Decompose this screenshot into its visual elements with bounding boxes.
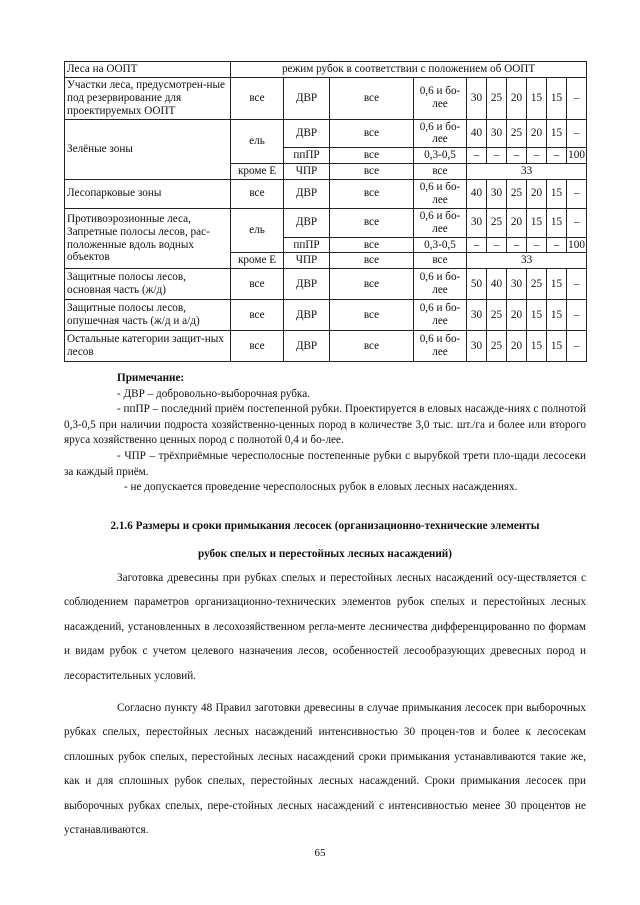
- value-cell: 40: [467, 119, 487, 148]
- table-row: [65, 119, 587, 148]
- species-cell: все: [231, 269, 284, 300]
- value-cell: –: [567, 269, 587, 300]
- value-cell: 30: [467, 300, 487, 331]
- table-row: [65, 77, 587, 119]
- table-row: [65, 62, 587, 78]
- value-cell: 15: [527, 331, 547, 362]
- value-cell: 15: [527, 300, 547, 331]
- cutting-type-cell: ДВР: [284, 180, 330, 209]
- species-cell: все: [231, 77, 284, 119]
- density-cell: все: [414, 164, 467, 180]
- page-number: 65: [314, 847, 326, 859]
- cutting-type-cell: ЧПР: [284, 253, 330, 269]
- density-cell: 0,6 и бо-лее: [414, 300, 467, 331]
- density-cell: 0,3-0,5: [414, 237, 467, 253]
- value-cell: –: [507, 148, 527, 164]
- note-item-pppr: - ппПР – последний приём постепенной рубки. Проектируется в еловых насажде-ниях с полнотой 0,3-0,5 при наличии подроста хозяйственно-ценных пород в количестве 3,0 тыс. шт./га и более или второго яруса хозяйственно ценных пород с полнотой 0,4 и бо-лее.: [64, 403, 586, 447]
- value-cell: 20: [507, 208, 527, 237]
- value-cell: 50: [467, 269, 487, 300]
- forest-category-cell: Зелёные зоны: [65, 119, 231, 180]
- value-cell: –: [507, 237, 527, 253]
- species-cell: кроме Е: [231, 253, 284, 269]
- value-cell: 30: [467, 208, 487, 237]
- value-cell: 30: [487, 180, 507, 209]
- value-cell: –: [487, 148, 507, 164]
- age-cell: все: [330, 237, 414, 253]
- table-row: [65, 180, 587, 209]
- cutting-type-cell: ДВР: [284, 119, 330, 148]
- species-cell: все: [231, 180, 284, 209]
- density-cell: 0,6 и бо-лее: [414, 77, 467, 119]
- value-merged-cell: 33: [467, 253, 587, 269]
- value-cell: –: [567, 300, 587, 331]
- value-cell: 20: [507, 77, 527, 119]
- value-cell: –: [487, 237, 507, 253]
- value-cell: 20: [527, 180, 547, 209]
- value-cell: 25: [487, 208, 507, 237]
- value-cell: 25: [487, 331, 507, 362]
- species-cell: кроме Е: [231, 164, 284, 180]
- age-cell: все: [330, 148, 414, 164]
- value-cell: –: [467, 237, 487, 253]
- value-cell: 25: [487, 300, 507, 331]
- section-heading-line1: 2.1.6 Размеры и сроки примыкания лесосек (организационно-технические элементы: [110, 520, 540, 532]
- value-cell: –: [527, 237, 547, 253]
- body-paragraph-1: Заготовка древесины при рубках спелых и перестойных лесных насаждений осу-ществляется с соблюдением параметров организационно-технических элементов рубок спелых и перестойных лесных насаждений, установленных в лесохозяйственном регла-менте лесничества дифференцированно по формам и видам рубок с учетом целевого назначения лесов, особенностей лесообразующих древесных пород и лесорастительных условий.: [64, 572, 586, 682]
- forest-category-cell: Остальные категории защит-ных лесов: [65, 331, 231, 362]
- value-cell: 15: [547, 269, 567, 300]
- note-title: Примечание:: [117, 372, 185, 384]
- forest-category-cell: Леса на ООПТ: [65, 62, 231, 78]
- age-cell: все: [330, 119, 414, 148]
- age-cell: все: [330, 331, 414, 362]
- age-cell: все: [330, 180, 414, 209]
- species-cell: ель: [231, 119, 284, 164]
- table-row: [65, 300, 587, 331]
- cutting-type-cell: ДВР: [284, 208, 330, 237]
- note-item-chpr: - ЧПР – трёхприёмные чересполосные постепенные рубки с вырубкой трети пло-щади лесосеки за каждый приём.: [64, 449, 586, 478]
- value-cell: –: [547, 237, 567, 253]
- cutting-type-cell: ДВР: [284, 331, 330, 362]
- cutting-type-cell: ЧПР: [284, 164, 330, 180]
- value-cell: 30: [507, 269, 527, 300]
- body-paragraph-2: Согласно пункту 48 Правил заготовки древесины в случае примыкания лесосек при выборочных рубках спелых, перестойных лесных насаждений интенсивностью 30 процен-тов и более к лесосекам сплошных рубок спелых, перестойных лесных насаждений сроки примыкания устанавливаются такие же, как и для сплошных рубок спелых, перестойных лесных насаждений. Сроки примыкания лесосек при выборочных рубках спелых, пере-стойных лесных насаждений с интенсивностью менее 30 процентов не устанавливаются.: [64, 702, 586, 837]
- regime-note-cell: режим рубок в соответствии с положением об ООПТ: [231, 62, 587, 78]
- value-cell: –: [567, 208, 587, 237]
- cutting-type-cell: ДВР: [284, 269, 330, 300]
- age-cell: все: [330, 77, 414, 119]
- age-cell: все: [330, 300, 414, 331]
- value-cell: 40: [487, 269, 507, 300]
- value-cell: 15: [547, 77, 567, 119]
- value-cell: –: [567, 119, 587, 148]
- species-cell: все: [231, 331, 284, 362]
- value-cell: 20: [507, 331, 527, 362]
- density-cell: 0,6 и бо-лее: [414, 119, 467, 148]
- density-cell: 0,3-0,5: [414, 148, 467, 164]
- age-cell: все: [330, 208, 414, 237]
- value-cell: –: [567, 331, 587, 362]
- value-cell: 20: [507, 300, 527, 331]
- species-cell: все: [231, 300, 284, 331]
- density-cell: 0,6 и бо-лее: [414, 331, 467, 362]
- value-merged-cell: 33: [467, 164, 587, 180]
- value-cell: 20: [527, 119, 547, 148]
- value-cell: 15: [547, 119, 567, 148]
- forest-category-cell: Лесопарковые зоны: [65, 180, 231, 209]
- forest-category-cell: Защитные полосы лесов, основная часть (ж/д): [65, 269, 231, 300]
- section-heading-line2: рубок спелых и перестойных лесных насаждений): [198, 548, 452, 560]
- value-cell: 15: [547, 180, 567, 209]
- forest-category-cell: Участки леса, предусмотрен-ные под резервирование для проектируемых ООПТ: [65, 77, 231, 119]
- forest-category-cell: Защитные полосы лесов, опушечная часть (ж/д и а/д): [65, 300, 231, 331]
- value-cell: 40: [467, 180, 487, 209]
- forest-regime-table: [64, 61, 587, 362]
- value-cell: 30: [487, 119, 507, 148]
- value-cell: 25: [507, 119, 527, 148]
- value-cell: –: [567, 77, 587, 119]
- value-cell: –: [547, 148, 567, 164]
- value-cell: 100: [567, 148, 587, 164]
- species-cell: ель: [231, 208, 284, 253]
- table-row: [65, 208, 587, 237]
- value-cell: 25: [507, 180, 527, 209]
- value-cell: 15: [547, 300, 567, 331]
- density-cell: 0,6 и бо-лее: [414, 180, 467, 209]
- value-cell: 30: [467, 77, 487, 119]
- note-item-restriction: - не допускается проведение чересполосных рубок в еловых лесных насаждениях.: [124, 481, 518, 494]
- body-text: [64, 566, 586, 842]
- value-cell: 25: [527, 269, 547, 300]
- value-cell: 15: [547, 208, 567, 237]
- note-block: [64, 371, 586, 496]
- age-cell: все: [330, 269, 414, 300]
- table-row: [65, 269, 587, 300]
- value-cell: 15: [527, 77, 547, 119]
- value-cell: 30: [467, 331, 487, 362]
- density-cell: 0,6 и бо-лее: [414, 208, 467, 237]
- forest-category-cell: Противоэрозионные леса, Запретные полосы лесов, рас-положенные вдоль водных объектов: [65, 208, 231, 269]
- value-cell: –: [567, 180, 587, 209]
- cutting-type-cell: ДВР: [284, 300, 330, 331]
- value-cell: –: [527, 148, 547, 164]
- value-cell: –: [467, 148, 487, 164]
- value-cell: 15: [547, 331, 567, 362]
- cutting-type-cell: ппПР: [284, 148, 330, 164]
- density-cell: все: [414, 253, 467, 269]
- value-cell: 15: [527, 208, 547, 237]
- value-cell: 25: [487, 77, 507, 119]
- value-cell: 100: [567, 237, 587, 253]
- density-cell: 0,6 и бо-лее: [414, 269, 467, 300]
- cutting-type-cell: ДВР: [284, 77, 330, 119]
- table-body: [65, 62, 587, 362]
- table-row: [65, 331, 587, 362]
- section-heading: [64, 512, 586, 568]
- age-cell: все: [330, 253, 414, 269]
- age-cell: все: [330, 164, 414, 180]
- note-item-dvr: - ДВР – добровольно-выборочная рубка.: [117, 387, 310, 400]
- cutting-type-cell: ппПР: [284, 237, 330, 253]
